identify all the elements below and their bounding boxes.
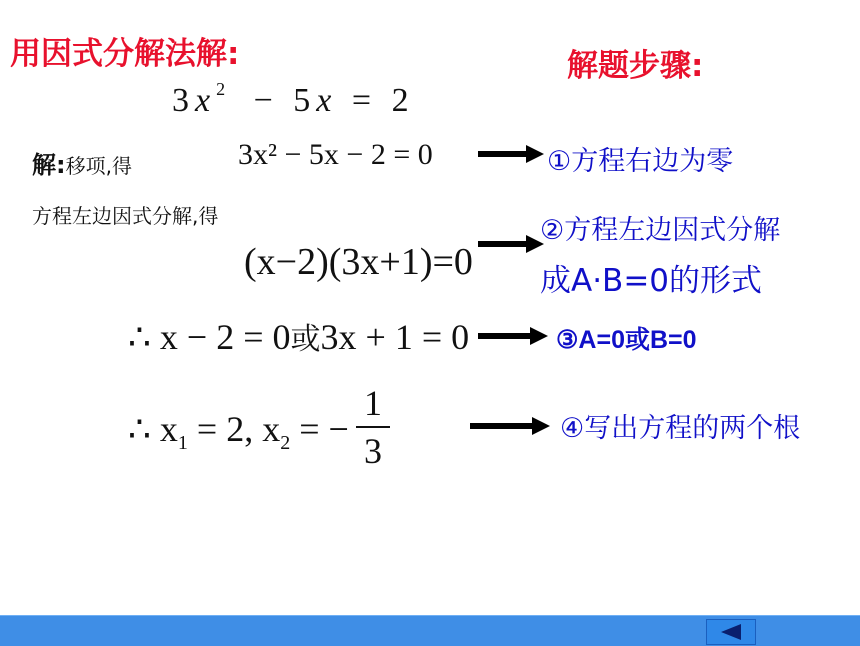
arrow-icon — [478, 324, 550, 348]
split-equation: ∴ x − 2 = 0或3x + 1 = 0 — [128, 317, 470, 357]
step-1-text: ①方程右边为零 — [547, 146, 734, 177]
transposed-equation: 3x² − 5x − 2 = 0 — [238, 138, 433, 171]
roots-equation: ∴ $x_1 = 2$, $x_2$ = − — [128, 409, 349, 455]
step-2-text-b: 成A·B=0的形式 — [540, 263, 763, 299]
step-label-transpose: 解:移项,得 — [32, 151, 132, 179]
step-2-text-a: ②方程左边因式分解 — [540, 215, 781, 246]
slide-title: 用因式分解法解: — [10, 36, 240, 72]
back-button[interactable] — [706, 619, 756, 645]
left-triangle-icon — [719, 623, 743, 641]
steps-heading: 解题步骤: — [567, 48, 704, 84]
arrow-icon — [470, 414, 552, 438]
step-4-text: ④写出方程的两个根 — [560, 413, 801, 444]
fraction-bar — [356, 426, 390, 428]
fraction-numerator: 1 — [364, 383, 382, 423]
factored-equation: (x−2)(3x+1)=0 — [244, 241, 473, 283]
fraction-denominator: 3 — [364, 431, 382, 471]
step-label-factor: 方程左边因式分解,得 — [32, 204, 219, 228]
arrow-icon — [478, 142, 546, 166]
step-3-text: ③A=0或B=0 — [556, 326, 697, 354]
main-equation: $3x^2 - 5x = 2$ — [172, 78, 415, 119]
arrow-icon — [478, 232, 546, 256]
root-fraction — [356, 382, 390, 472]
